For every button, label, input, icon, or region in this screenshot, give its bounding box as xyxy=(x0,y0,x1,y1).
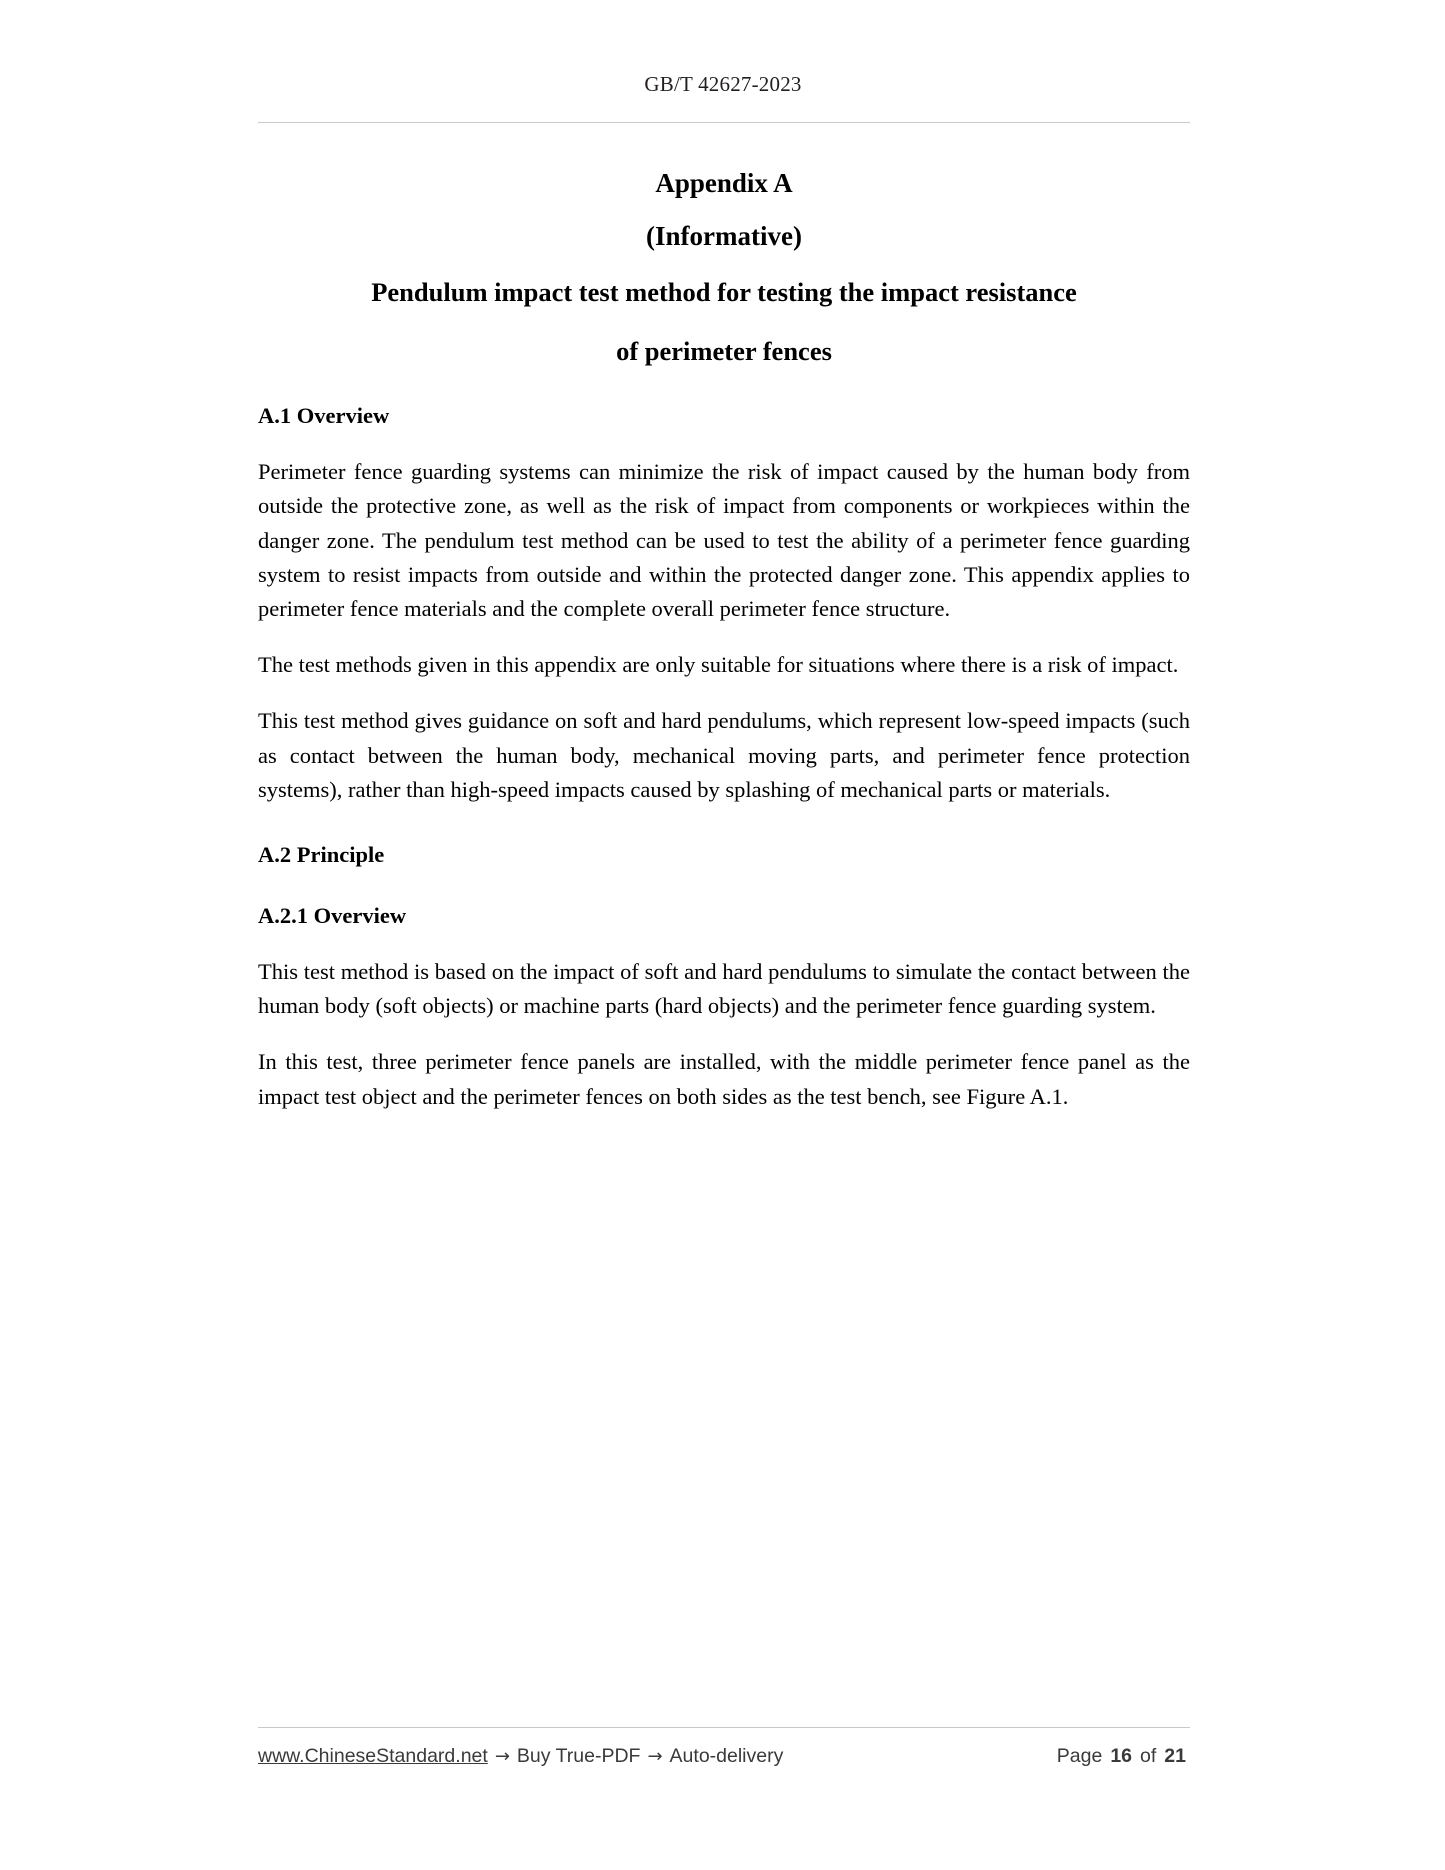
of-word: of xyxy=(1140,1745,1157,1767)
footer-offer-label: Buy True-PDF xyxy=(516,1745,641,1767)
footer-promo xyxy=(258,1745,783,1768)
appendix-title-line-2: of perimeter fences xyxy=(616,336,832,367)
appendix-title-line-1: Pendulum impact test method for testing the impact resistance xyxy=(371,277,1077,307)
appendix-status: (Informative) xyxy=(646,221,802,251)
paragraph-a1-1: Perimeter fence guarding systems can minimize the risk of impact caused by the human body from outside the protective zone, as well as the risk of impact from components or workpieces within the danger zone. The pendulum test method can be used to test the ability of a perimeter fence guarding system to resist impacts from outside and within the protected danger zone. This appendix applies to perimeter fence materials and the complete overall perimeter fence structure. xyxy=(258,459,1190,621)
page-word: Page xyxy=(1056,1745,1103,1767)
paragraph-a1-2: The test methods given in this appendix are only suitable for situations where there is a risk of impact. xyxy=(258,652,1179,678)
section-heading-a1: A.1 Overview xyxy=(258,403,390,429)
arrow-right-icon-2: → xyxy=(647,1746,663,1767)
page-total: 21 xyxy=(1164,1745,1186,1767)
page-content xyxy=(258,170,1190,1114)
header-divider xyxy=(258,122,1190,123)
chinesestandard-link[interactable]: www.ChineseStandard.net xyxy=(258,1745,488,1767)
footer-divider xyxy=(258,1727,1190,1728)
appendix-label: Appendix A xyxy=(655,168,793,198)
section-heading-a2: A.2 Principle xyxy=(258,841,385,867)
paragraph-a1-3: This test method gives guidance on soft and hard pendulums, which represent low-speed impacts (such as contact between the human body, mechanical moving parts, and perimeter fence protection systems), rather than high-speed impacts caused by splashing of mechanical parts or materials. xyxy=(258,708,1190,802)
paragraph-a21-2: In this test, three perimeter fence panels are installed, with the middle perimeter fence panel as the impact test object and the perimeter fences on both sides as the test bench, see Figure A.1. xyxy=(258,1049,1190,1109)
page-indicator xyxy=(1057,1745,1190,1768)
page-header xyxy=(258,72,1188,97)
paragraph-a21-1: This test method is based on the impact of soft and hard pendulums to simulate the contact between the human body (soft objects) or machine parts (hard objects) and the perimeter fence guarding system. xyxy=(258,958,1190,1019)
page-footer xyxy=(258,1745,1190,1768)
page-number: 16 xyxy=(1110,1745,1133,1767)
arrow-right-icon: → xyxy=(494,1746,510,1767)
standard-number: GB/T 42627-2023 xyxy=(644,72,802,96)
section-heading-a21: A.2.1 Overview xyxy=(258,902,407,928)
appendix-title-block xyxy=(258,170,1190,368)
footer-delivery-label: Auto-delivery xyxy=(669,1745,784,1767)
